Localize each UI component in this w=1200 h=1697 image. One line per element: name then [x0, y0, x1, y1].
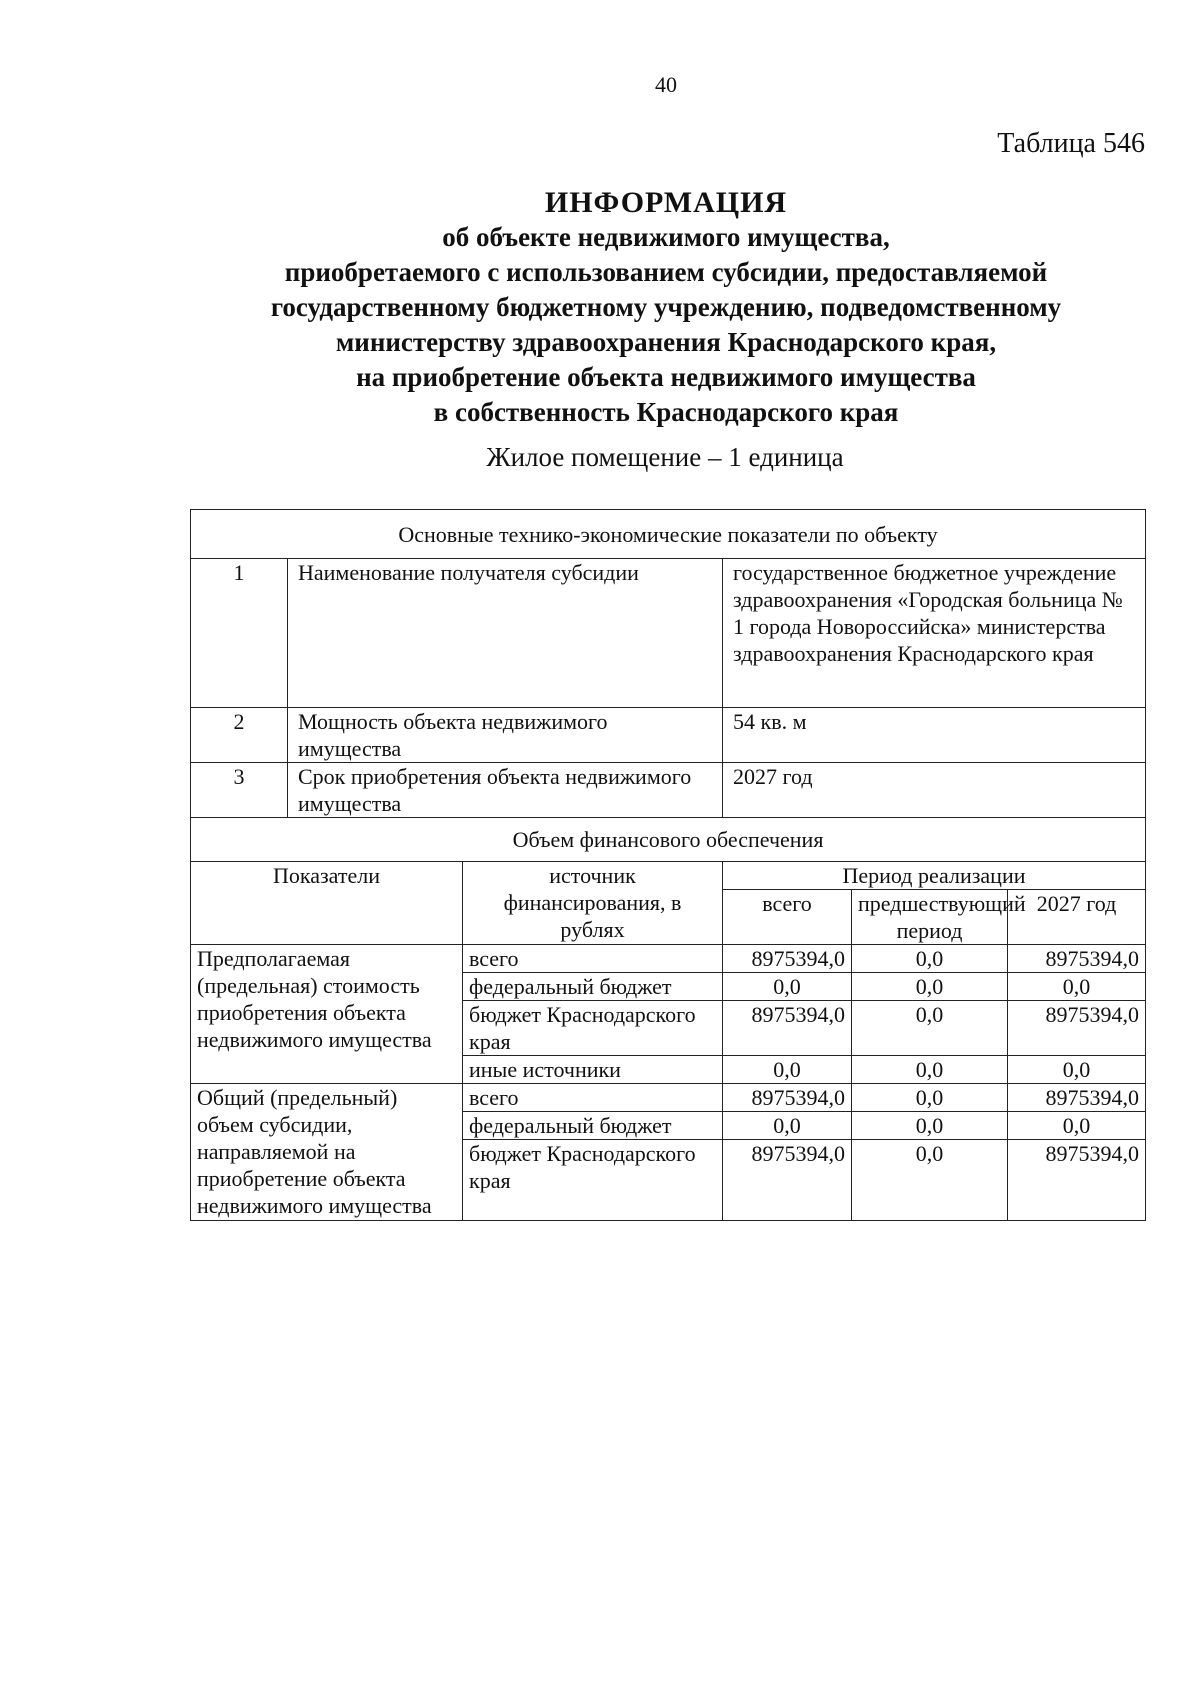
fin-section-heading: Объем финансового обеспечения	[191, 818, 1146, 862]
previous-cell: 0,0	[852, 1056, 1008, 1084]
title-line: приобретаемого с использованием субсидии, предоставляемой	[284, 257, 1048, 287]
col-year-header: 2027 год	[1008, 890, 1146, 945]
previous-cell: 0,0	[852, 1140, 1008, 1221]
indicator-cell: Предполагаемая (предельная) стоимость приобретения объекта недвижимого имущества	[191, 945, 463, 1084]
year-cell: 8975394,0	[1008, 1084, 1146, 1112]
table-label: Таблица 546	[997, 128, 1145, 159]
previous-cell: 0,0	[852, 945, 1008, 973]
title-main: ИНФОРМАЦИЯ	[544, 186, 788, 219]
total-cell: 8975394,0	[723, 945, 852, 973]
year-cell: 0,0	[1008, 1112, 1146, 1140]
row-number: 1	[191, 559, 288, 708]
previous-cell: 0,0	[852, 1112, 1008, 1140]
year-cell: 8975394,0	[1008, 1001, 1146, 1056]
object-label: Жилое помещение – 1 единица	[486, 442, 844, 472]
total-cell: 0,0	[723, 973, 852, 1001]
table-row	[191, 708, 1146, 763]
col-period-header: Период реализации	[723, 862, 1146, 890]
title-line: на приобретение объекта недвижимого имущества	[356, 362, 976, 392]
col-source-header: источник финансирования, в рублях	[463, 862, 723, 945]
previous-cell: 0,0	[852, 1001, 1008, 1056]
total-cell: 0,0	[723, 1112, 852, 1140]
indicator-name: Срок приобретения объекта недвижимого имущества	[288, 763, 723, 818]
source-cell: федеральный бюджет	[463, 973, 723, 1001]
title-line: в собственность Краснодарского края	[433, 397, 899, 427]
indicator-cell: Общий (предельный) объем субсидии, направляемой на приобретение объекта недвижимого имущества	[191, 1084, 463, 1221]
table-row	[191, 945, 1146, 973]
previous-cell: 0,0	[852, 1084, 1008, 1112]
title-line: министерству здравоохранения Краснодарского края,	[335, 327, 997, 357]
total-cell: 8975394,0	[723, 1140, 852, 1221]
source-cell: всего	[463, 1084, 723, 1112]
source-cell: бюджет Краснодарского края	[463, 1140, 723, 1221]
year-cell: 0,0	[1008, 973, 1146, 1001]
page-number: 40	[655, 72, 677, 97]
indicator-value: 54 кв. м	[723, 708, 1146, 763]
document-title	[0, 186, 1200, 430]
total-cell: 8975394,0	[723, 1084, 852, 1112]
title-line: государственному бюджетному учреждению, подведомственному	[270, 292, 1062, 322]
indicator-value: государственное бюджетное учреждение здравоохранения «Городская больница № 1 города Новороссийска» министерства здравоохранения Краснодарского края	[723, 559, 1146, 708]
col-total-header: всего	[723, 890, 852, 945]
table-row	[191, 1084, 1146, 1112]
year-cell: 0,0	[1008, 1056, 1146, 1084]
row-number: 2	[191, 708, 288, 763]
previous-cell: 0,0	[852, 973, 1008, 1001]
indicator-value: 2027 год	[723, 763, 1146, 818]
col-indicators-header: Показатели	[191, 862, 463, 945]
col-previous-header: предшествующий период	[852, 890, 1008, 945]
indicator-name: Мощность объекта недвижимого имущества	[288, 708, 723, 763]
year-cell: 8975394,0	[1008, 945, 1146, 973]
tech-heading-row	[191, 510, 1146, 559]
source-cell: всего	[463, 945, 723, 973]
total-cell: 8975394,0	[723, 1001, 852, 1056]
indicator-name: Наименование получателя субсидии	[288, 559, 723, 708]
fin-heading-row	[191, 818, 1146, 862]
total-cell: 0,0	[723, 1056, 852, 1084]
info-table	[190, 509, 1146, 1221]
title-line: об объекте недвижимого имущества,	[442, 222, 890, 252]
fin-header-row	[191, 862, 1146, 890]
source-cell: иные источники	[463, 1056, 723, 1084]
source-cell: федеральный бюджет	[463, 1112, 723, 1140]
source-cell: бюджет Краснодарского края	[463, 1001, 723, 1056]
table-row	[191, 763, 1146, 818]
row-number: 3	[191, 763, 288, 818]
year-cell: 8975394,0	[1008, 1140, 1146, 1221]
tech-section-heading: Основные технико-экономические показатели по объекту	[191, 510, 1146, 559]
table-row	[191, 559, 1146, 708]
